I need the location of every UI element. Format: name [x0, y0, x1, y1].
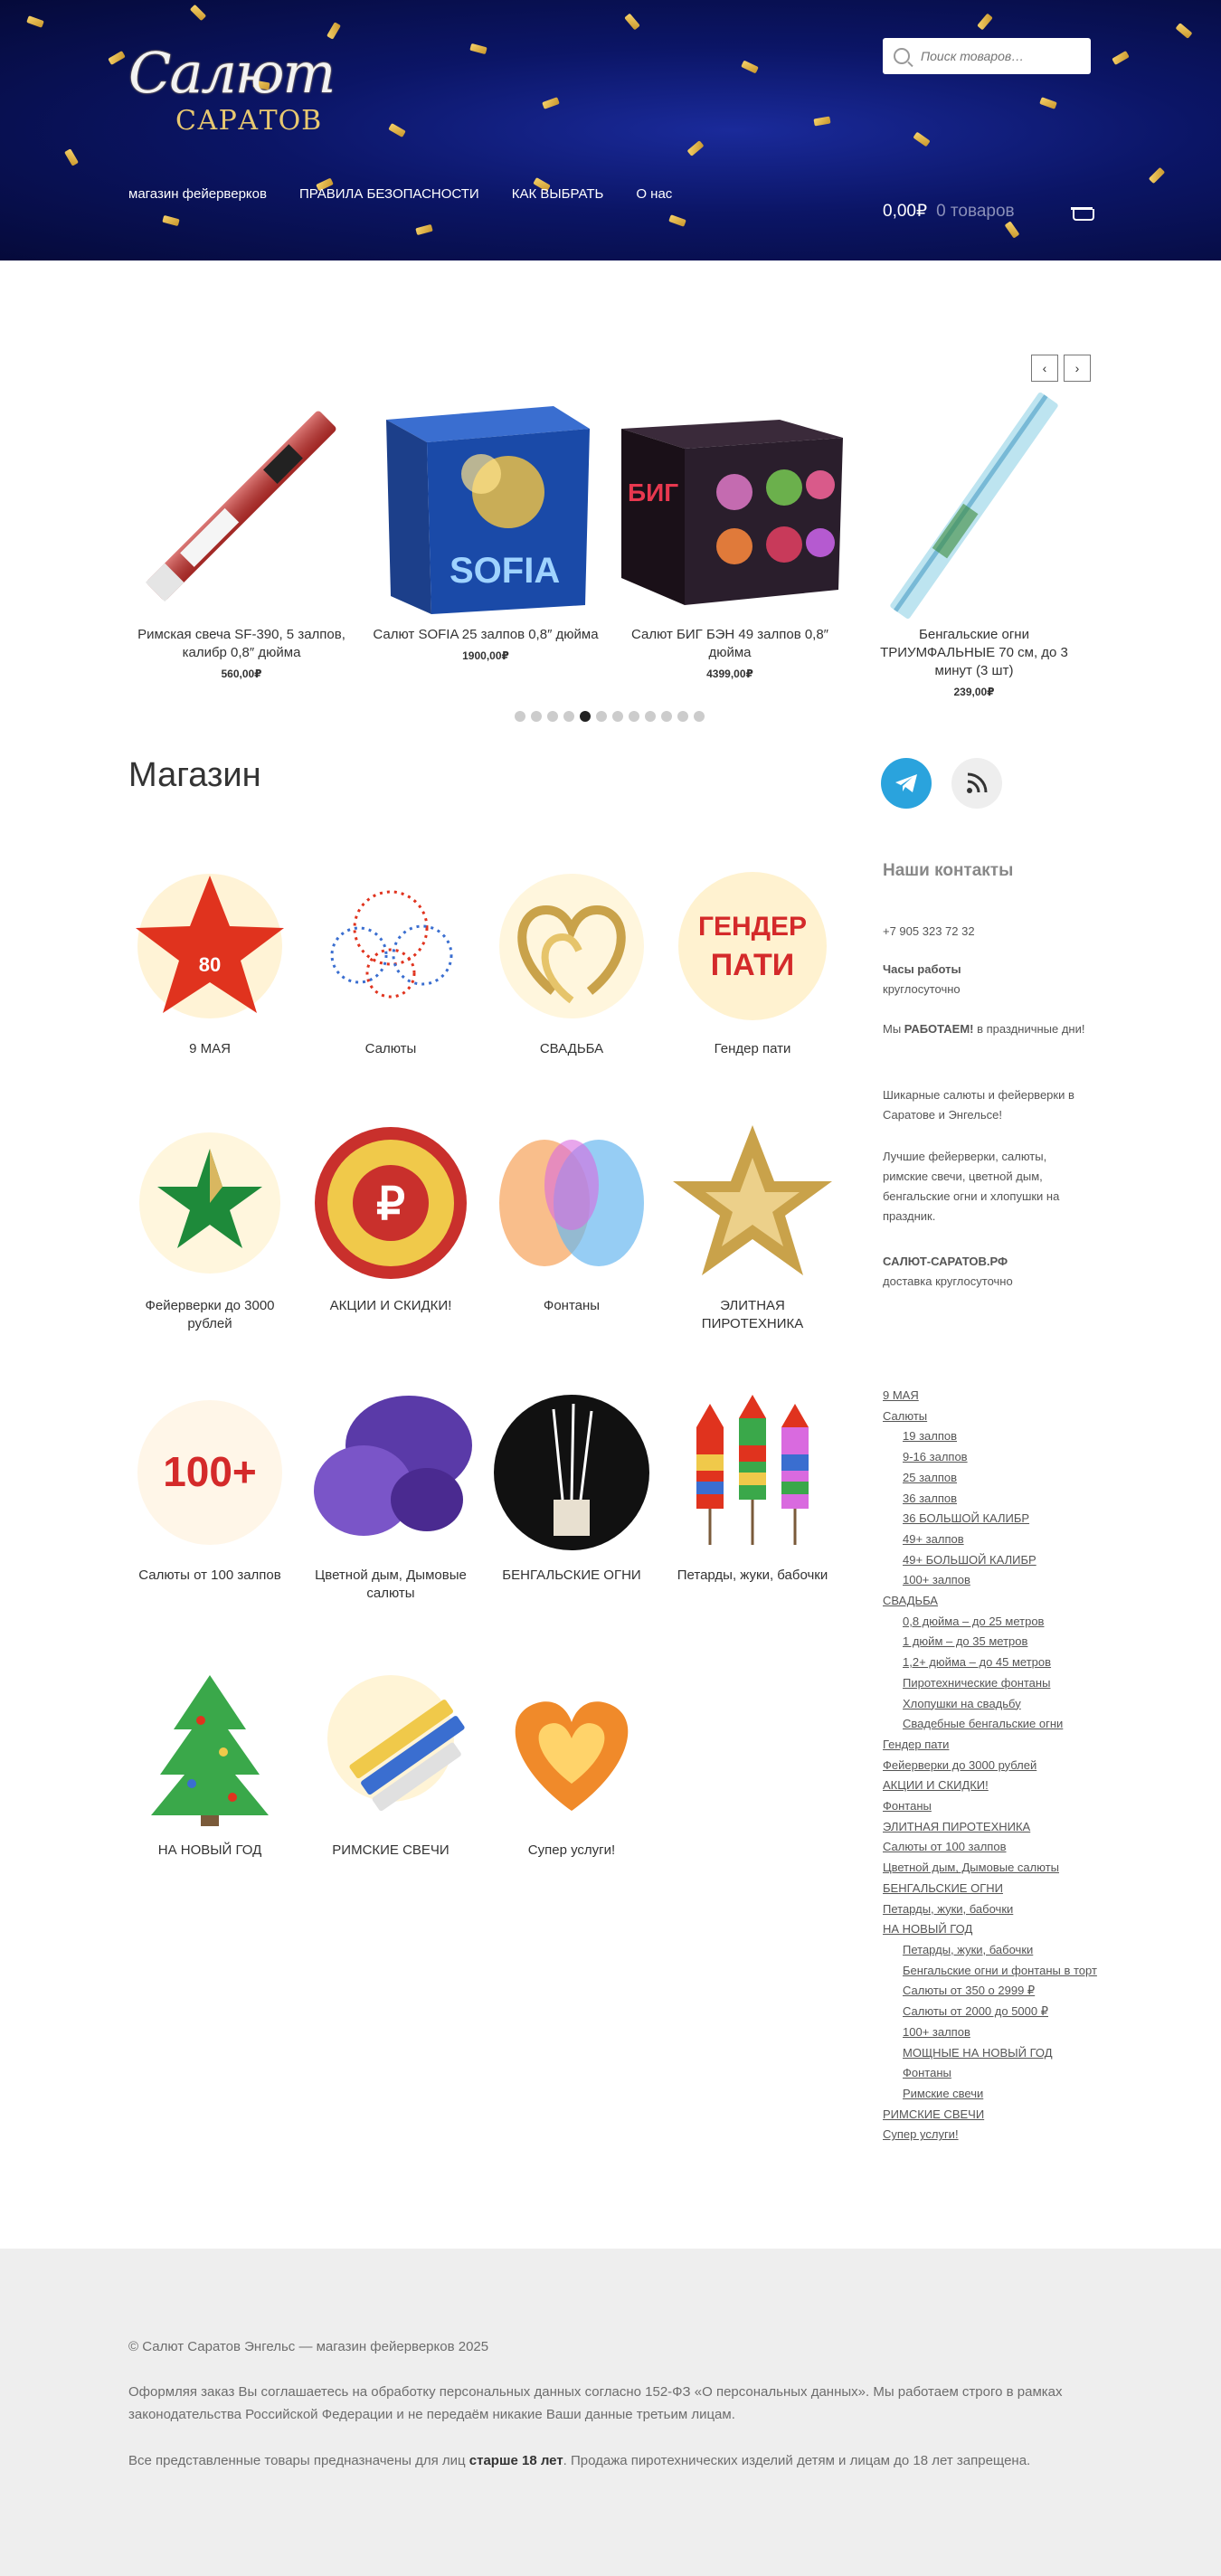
- subcategory-link[interactable]: Салюты от 2000 до 5000 ₽: [903, 2004, 1048, 2019]
- phone-number[interactable]: +7 905 323 72 32: [883, 924, 975, 938]
- category-tile[interactable]: [128, 1122, 291, 1333]
- category-tile[interactable]: [309, 1122, 472, 1315]
- nav-how-to-choose[interactable]: КАК ВЫБРАТЬ: [511, 186, 604, 202]
- color-smoke-icon: [309, 1391, 472, 1554]
- subcategory-link[interactable]: 100+ залпов: [903, 2024, 970, 2039]
- svg-text:ПАТИ: ПАТИ: [710, 948, 795, 982]
- confetti-piece: [64, 148, 79, 166]
- victory-star-icon: [128, 865, 291, 1028]
- cart-count: 0 товаров: [936, 201, 1015, 221]
- category-tile[interactable]: [671, 1122, 834, 1333]
- category-tile[interactable]: [490, 1122, 653, 1315]
- product-name[interactable]: Салют SOFIA 25 залпов 0,8″ дюйма: [373, 627, 599, 642]
- category-link[interactable]: РИМСКИЕ СВЕЧИ: [883, 2107, 985, 2121]
- carousel-product[interactable]: [128, 393, 355, 680]
- product-price: 239,00₽: [953, 686, 995, 698]
- category-tile[interactable]: [671, 1391, 834, 1585]
- carousel-dot[interactable]: [645, 711, 656, 722]
- firework-box-icon[interactable]: [617, 393, 843, 619]
- confetti-piece: [1176, 23, 1193, 39]
- carousel-prev-button[interactable]: [1031, 355, 1058, 382]
- category-name: Фонтаны: [543, 1298, 601, 1313]
- subcategory-link[interactable]: 49+ БОЛЬШОЙ КАЛИБР: [903, 1552, 1036, 1567]
- confetti-piece: [977, 14, 993, 31]
- green-star-icon: [128, 1122, 291, 1284]
- discount-badge-icon: [309, 1122, 472, 1284]
- category-name: СВАДЬБА: [539, 1041, 604, 1056]
- confetti-piece: [190, 5, 206, 21]
- age-bold: старше 18 лет: [469, 2453, 563, 2468]
- subcategory-link[interactable]: 0,8 дюйма – до 25 метров: [903, 1614, 1045, 1628]
- carousel-product[interactable]: [861, 393, 1087, 698]
- confetti-piece: [913, 132, 930, 147]
- subcategory-link[interactable]: 25 залпов: [903, 1470, 958, 1484]
- product-name[interactable]: Римская свеча SF-390, 5 залпов, калибр 0,8″ дюйма: [137, 627, 345, 660]
- subcategory-link[interactable]: 9-16 залпов: [903, 1450, 968, 1464]
- svg-text:100+: 100+: [163, 1448, 257, 1495]
- rockets-icon: [671, 1391, 834, 1554]
- telegram-link[interactable]: [881, 758, 932, 809]
- firework-box-icon[interactable]: [373, 393, 599, 619]
- confetti-piece: [1005, 221, 1020, 238]
- rss-icon: [966, 772, 988, 794]
- category-link[interactable]: 9 МАЯ: [883, 1388, 919, 1402]
- cart-amount: 0,00₽: [883, 202, 928, 221]
- hours-label: Часы работы: [883, 962, 961, 976]
- carousel-dot[interactable]: [580, 711, 591, 722]
- roman-candle-icon[interactable]: [128, 393, 355, 619]
- holiday-prefix: Мы: [883, 1022, 904, 1036]
- subcategory-link[interactable]: Салюты от 350 о 2999 ₽: [903, 1984, 1036, 1998]
- category-link[interactable]: Петарды, жуки, бабочки: [883, 1901, 1014, 1916]
- cart-link[interactable]: [883, 201, 1093, 222]
- svg-text:SOFIA: SOFIA: [450, 551, 561, 591]
- carousel-dot[interactable]: [547, 711, 558, 722]
- site-footer: [0, 2249, 1221, 2576]
- confetti-piece: [1112, 51, 1130, 65]
- search-box: [883, 38, 1091, 74]
- search-icon: [894, 48, 910, 64]
- carousel-next-button[interactable]: [1064, 355, 1091, 382]
- footer-privacy: Оформляя заказ Вы соглашаетесь на обработку персональных данных согласно 152-ФЗ «О персональных данных». Мы работаем строго в рамках законодательства Российской Федерации и не передаём никакие Ваши данные третьим лицам.: [128, 2384, 1063, 2422]
- nav-safety-rules[interactable]: ПРАВИЛА БЕЗОПАСНОСТИ: [298, 186, 479, 202]
- confetti-piece: [813, 116, 830, 126]
- about-text-1: Шикарные салюты и фейерверки в Саратове и Энгельсе!: [883, 1088, 1074, 1122]
- subcategory-link[interactable]: Римские свечи: [903, 2086, 984, 2100]
- category-link[interactable]: Гендер пати: [883, 1737, 950, 1751]
- category-link[interactable]: Цветной дым, Дымовые салюты: [883, 1861, 1059, 1875]
- fountain-sparks-icon: [490, 1122, 653, 1284]
- age-suffix: . Продажа пиротехнических изделий детям и лицам до 18 лет запрещена.: [563, 2453, 1031, 2468]
- basket-icon: [1071, 204, 1093, 220]
- subcategory-link[interactable]: Хлопушки на свадьбу: [903, 1696, 1021, 1710]
- confetti-piece: [542, 97, 560, 109]
- category-name: Фейерверки до 3000 рублей: [145, 1298, 275, 1331]
- subcategory-link[interactable]: МОЩНЫЕ НА НОВЫЙ ГОД: [903, 2045, 1053, 2060]
- category-name: Гендер пати: [714, 1041, 791, 1056]
- logo-subtitle: САРАТОВ: [175, 105, 323, 137]
- subcategory-link[interactable]: 1,2+ дюйма – до 45 метров: [903, 1655, 1052, 1670]
- confetti-piece: [388, 123, 406, 137]
- cake-sparkler-icon: [490, 1391, 653, 1554]
- subcategory-link[interactable]: 49+ залпов: [903, 1531, 964, 1546]
- confetti-piece: [162, 215, 179, 226]
- confetti-piece: [687, 140, 705, 156]
- category-link[interactable]: ЭЛИТНАЯ ПИРОТЕХНИКА: [883, 1819, 1031, 1833]
- carousel-dot[interactable]: [515, 711, 525, 722]
- age-prefix: Все представленные товары предназначены для лиц: [128, 2453, 469, 2468]
- confetti-piece: [1039, 97, 1057, 109]
- confetti-piece: [415, 224, 432, 235]
- heart-fire-icon: [490, 1666, 653, 1829]
- carousel-dot[interactable]: [694, 711, 705, 722]
- category-name: БЕНГАЛЬСКИЕ ОГНИ: [502, 1567, 641, 1583]
- footer-age-notice: [128, 2449, 1087, 2472]
- confetti-piece: [668, 214, 686, 227]
- holiday-bold: РАБОТАЕМ!: [904, 1022, 974, 1036]
- product-price: 1900,00₽: [462, 649, 509, 662]
- chevron-right-icon: ›: [1074, 361, 1080, 375]
- category-name: Супер услуги!: [527, 1842, 616, 1858]
- christmas-tree-icon: [128, 1666, 291, 1829]
- confetti-piece: [327, 22, 341, 40]
- product-name[interactable]: Бенгальские огни ТРИУМФАЛЬНЫЕ 70 см, до 3 минут (3 шт): [880, 627, 1068, 678]
- holiday-note: [883, 1019, 1091, 1039]
- gender-party-icon: [671, 865, 834, 1028]
- main-nav: [128, 186, 672, 202]
- carousel-product[interactable]: [617, 393, 843, 680]
- confetti-piece: [108, 51, 126, 65]
- carousel-dots: [515, 711, 705, 722]
- category-tile[interactable]: [490, 1391, 653, 1585]
- subcategory-link[interactable]: Петарды, жуки, бабочки: [903, 1942, 1034, 1956]
- hundred-shots-icon: [128, 1391, 291, 1554]
- category-name: Салюты: [364, 1041, 417, 1056]
- site-header: [0, 0, 1221, 260]
- nav-shop[interactable]: магазин фейерверков: [128, 186, 267, 202]
- category-menu: [883, 1386, 1097, 2145]
- category-tile[interactable]: [128, 1666, 291, 1860]
- subcategory-link[interactable]: 100+ залпов: [903, 1573, 970, 1587]
- category-link[interactable]: Супер услуги!: [883, 2127, 959, 2142]
- confetti-piece: [741, 61, 759, 74]
- page-title: Магазин: [128, 756, 261, 794]
- category-link[interactable]: НА НОВЫЙ ГОД: [883, 1922, 973, 1937]
- svg-text:БИГ: БИГ: [628, 478, 679, 507]
- sparkler-pack-icon[interactable]: [861, 393, 1087, 619]
- site-name: САЛЮТ-САРАТОВ.РФ: [883, 1255, 1008, 1268]
- category-name: Салюты от 100 залпов: [138, 1567, 281, 1583]
- category-tile[interactable]: [671, 865, 834, 1058]
- carousel-dot[interactable]: [596, 711, 607, 722]
- subcategory-link[interactable]: Пиротехнические фонтаны: [903, 1675, 1051, 1690]
- category-link[interactable]: Фонтаны: [883, 1799, 932, 1814]
- subcategory-link[interactable]: Фонтаны: [903, 2066, 951, 2080]
- chevron-left-icon: ‹: [1042, 361, 1047, 375]
- category-tile[interactable]: [128, 1391, 291, 1585]
- rss-link[interactable]: [951, 758, 1002, 809]
- product-price: 4399,00₽: [706, 668, 753, 680]
- nav-about[interactable]: О нас: [636, 186, 673, 202]
- carousel-product[interactable]: [373, 393, 599, 662]
- carousel-dot[interactable]: [563, 711, 574, 722]
- logo-script: Салют: [128, 40, 335, 106]
- subcategory-link[interactable]: 36 залпов: [903, 1491, 958, 1505]
- about-text-2: Лучшие фейерверки, салюты, римские свечи, цветной дым, бенгальские огни и хлопушки на праздник.: [883, 1150, 1060, 1223]
- subcategory-link[interactable]: Бенгальские огни и фонтаны в торт: [903, 1963, 1097, 1977]
- category-tile[interactable]: [490, 865, 653, 1058]
- category-name: НА НОВЫЙ ГОД: [157, 1842, 262, 1858]
- carousel-dot[interactable]: [612, 711, 623, 722]
- carousel-dot[interactable]: [661, 711, 672, 722]
- delivery-note: доставка круглосуточно: [883, 1274, 1013, 1288]
- category-link[interactable]: Салюты: [883, 1408, 928, 1423]
- category-tile[interactable]: [490, 1666, 653, 1860]
- category-name: РИМСКИЕ СВЕЧИ: [332, 1842, 450, 1858]
- category-tile[interactable]: [128, 865, 291, 1058]
- roman-candles-icon: [309, 1666, 472, 1829]
- contacts-title: Наши контакты: [883, 861, 1014, 880]
- product-price: 560,00₽: [221, 668, 262, 680]
- subcategory-link[interactable]: 1 дюйм – до 35 метров: [903, 1634, 1028, 1649]
- category-link[interactable]: Фейерверки до 3000 рублей: [883, 1757, 1037, 1772]
- holiday-suffix: в праздничные дни!: [973, 1022, 1085, 1036]
- search-input[interactable]: [921, 49, 1074, 63]
- category-name: Цветной дым, Дымовые салюты: [315, 1567, 467, 1601]
- category-name: Петарды, жуки, бабочки: [677, 1567, 828, 1583]
- confetti-piece: [1149, 167, 1165, 184]
- category-tile[interactable]: [309, 865, 472, 1058]
- category-link[interactable]: СВАДЬБА: [883, 1594, 938, 1608]
- confetti-piece: [469, 43, 487, 54]
- subcategory-link[interactable]: 36 БОЛЬШОЙ КАЛИБР: [903, 1511, 1030, 1526]
- category-tile[interactable]: [309, 1666, 472, 1860]
- category-link[interactable]: АКЦИИ И СКИДКИ!: [883, 1778, 989, 1793]
- hours-value: круглосуточно: [883, 982, 961, 996]
- svg-text:80: 80: [198, 953, 222, 976]
- telegram-icon: [894, 773, 918, 793]
- gold-star-icon: [671, 1122, 834, 1284]
- carousel-dot[interactable]: [531, 711, 542, 722]
- category-name: 9 МАЯ: [189, 1041, 231, 1056]
- site-logo[interactable]: [128, 40, 335, 139]
- svg-text:ГЕНДЕР: ГЕНДЕР: [697, 912, 808, 942]
- carousel-dot[interactable]: [629, 711, 639, 722]
- carousel-dot[interactable]: [677, 711, 688, 722]
- subcategory-link[interactable]: 19 залпов: [903, 1429, 958, 1444]
- category-tile[interactable]: [309, 1391, 472, 1603]
- confetti-piece: [26, 15, 44, 28]
- category-link[interactable]: Салюты от 100 залпов: [883, 1840, 1007, 1854]
- subcategory-link[interactable]: Свадебные бенгальские огни: [903, 1717, 1064, 1731]
- category-link[interactable]: БЕНГАЛЬСКИЕ ОГНИ: [883, 1880, 1003, 1895]
- product-name[interactable]: Салют БИГ БЭН 49 залпов 0,8″ дюйма: [630, 627, 828, 660]
- wedding-hearts-icon: [490, 865, 653, 1028]
- category-name: ЭЛИТНАЯ ПИРОТЕХНИКА: [701, 1298, 804, 1331]
- fireworks-burst-icon: [309, 865, 472, 1028]
- footer-copyright: © Салют Саратов Энгельс — магазин фейерверков 2025: [128, 2339, 489, 2354]
- confetti-piece: [624, 14, 640, 31]
- svg-text:₽: ₽: [376, 1179, 405, 1229]
- category-name: АКЦИИ И СКИДКИ!: [329, 1298, 452, 1313]
